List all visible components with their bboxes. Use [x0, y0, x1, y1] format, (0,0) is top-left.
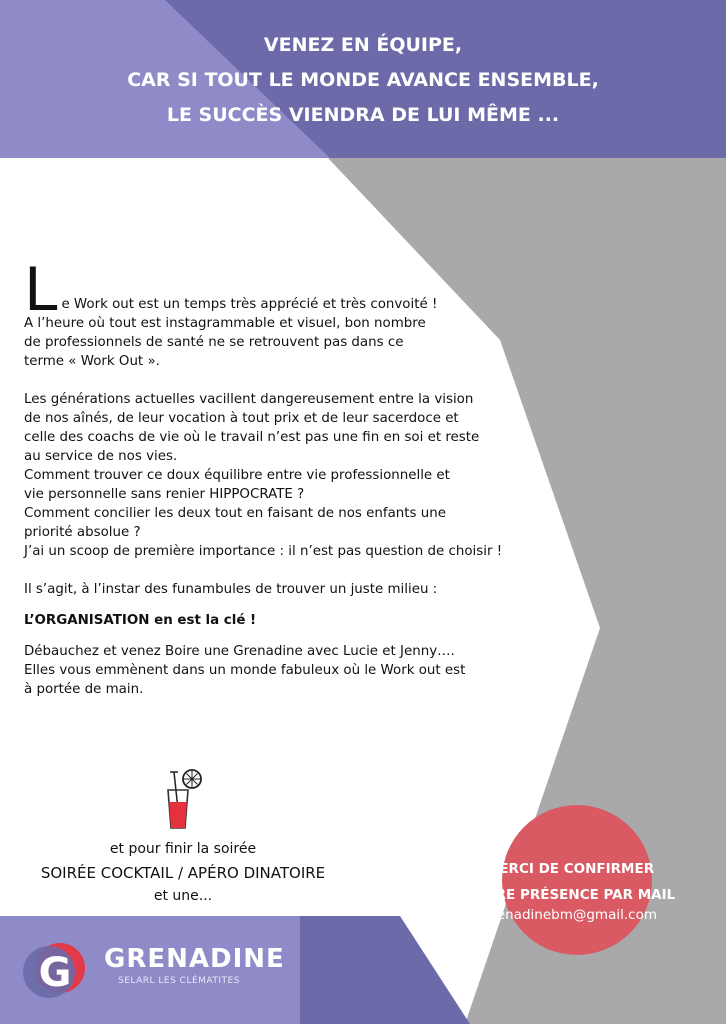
p2-line-8: priorité absolue ?: [24, 525, 141, 540]
p1-line-2: A l’heure où tout est instagrammable et visuel, bon nombre: [24, 316, 426, 331]
p1-line-3: de professionnels de santé ne se retrouvent pas dans ce: [24, 335, 404, 350]
brand-subtitle: SELARL LES CLÉMATITES: [118, 976, 240, 986]
logo-letter: G: [38, 950, 72, 996]
brand-name: GRENADINE: [104, 944, 285, 974]
confirm-line-2: VOTRE PRÉSENCE PAR MAIL: [464, 887, 676, 903]
cocktail-glass-icon: [156, 768, 204, 830]
p2-line-3: celle des coachs de vie où le travail n’est pas une fin en soi et reste: [24, 430, 480, 445]
slogan-line-1: VENEZ EN ÉQUIPE,: [263, 34, 463, 56]
p1-line-4: terme « Work Out ».: [24, 354, 160, 369]
soiree-line-2: SOIRÉE COCKTAIL / APÉRO DINATOIRE: [40, 864, 326, 882]
header-slogan: [0, 28, 726, 133]
slogan-line-3: LE SUCCÈS VIENDRA DE LUI MÊME ...: [166, 104, 560, 126]
slogan-line-2: CAR SI TOUT LE MONDE AVANCE ENSEMBLE,: [127, 69, 599, 91]
p2-line-1: Les générations actuelles vacillent dangereusement entre la vision: [24, 392, 474, 407]
p2-line-5: Comment trouver ce doux équilibre entre vie professionnelle et: [24, 468, 450, 483]
p3: Il s’agit, à l’instar des funambules de trouver un juste milieu :: [24, 582, 438, 597]
main-text: [24, 255, 584, 699]
soiree-text: [0, 838, 366, 906]
p5-line-3: à portée de main.: [24, 682, 144, 697]
drop-cap: L: [24, 255, 58, 325]
soiree-line-3: et une...: [153, 888, 213, 904]
p4-organisation: L’ORGANISATION en est la clé !: [24, 613, 257, 628]
p2-line-7: Comment concilier les deux tout en faisant de nos enfants une: [24, 506, 446, 521]
p1-line-1: e Work out est un temps très apprécié et très convoité !: [61, 297, 438, 312]
p5-line-1: Débauchez et venez Boire une Grenadine avec Lucie et Jenny….: [24, 644, 455, 659]
p2-line-6: vie personnelle sans renier HIPPOCRATE ?: [24, 487, 305, 502]
confirm-line-1: MERCI DE CONFIRMER: [485, 861, 655, 877]
soiree-line-1: et pour finir la soirée: [109, 841, 257, 857]
confirm-text: [452, 856, 688, 908]
email-link[interactable]: grenadinebm@gmail.com: [483, 907, 657, 923]
p2-line-4: au service de nos vies.: [24, 449, 178, 464]
p2-line-9: J’ai un scoop de première importance : il n’est pas question de choisir !: [24, 544, 503, 559]
grenadine-logo-icon: [22, 938, 88, 1004]
p2-line-2: de nos aînés, de leur vocation à tout prix et de leur sacerdoce et: [24, 411, 459, 426]
p5-line-2: Elles vous emmènent dans un monde fabuleux où le Work out est: [24, 663, 466, 678]
